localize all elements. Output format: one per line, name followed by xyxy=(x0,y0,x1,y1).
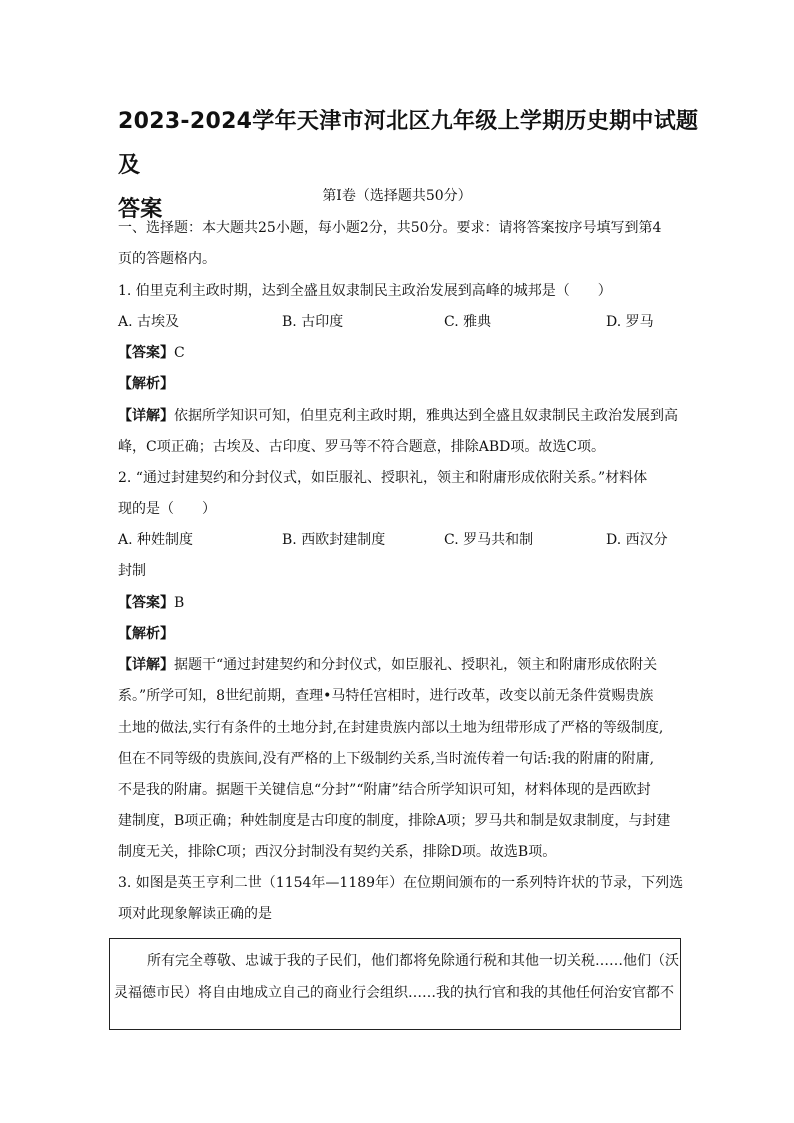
question-2-detail-line-7: 制度无关，排除C项；西汉分封制没有契约关系，排除D项。故选B项。 xyxy=(118,844,557,860)
instruction-line-2: 页的答题格内。 xyxy=(118,251,216,267)
question-2-detail-line-3: 土地的做法,实行有条件的土地分封,在封建贵族内部以土地为纽带形成了严格的等级制度, xyxy=(118,720,664,736)
question-1-option-a: A. 古埃及 xyxy=(118,314,180,330)
detail-label: 【详解】 xyxy=(118,657,174,673)
answer-label: 【答案】 xyxy=(118,595,174,611)
question-1-option-d: D. 罗马 xyxy=(606,314,654,330)
detail-label: 【详解】 xyxy=(118,408,174,424)
question-1-option-b: B. 古印度 xyxy=(282,314,344,330)
question-1-detail-line-1 xyxy=(118,406,678,426)
question-2-stem-line-2: 现的是（ ） xyxy=(118,501,216,517)
question-3-stem-line-2: 项对此现象解读正确的是 xyxy=(118,906,272,922)
question-1-option-c: C. 雅典 xyxy=(444,314,492,330)
question-3-stem-line-1: 3. 如图是英王亨利二世（1154年—1189年）在位期间颁布的一系列特许状的节录，下列选 xyxy=(118,875,684,891)
question-2-option-d: D. 西汉分 xyxy=(606,532,668,548)
question-1-analysis-label: 【解析】 xyxy=(118,376,174,392)
title-line-1: 2023-2024学年天津市河北区九年级上学期历史期中试题及 xyxy=(118,109,699,178)
question-2-option-d-continued: 封制 xyxy=(118,563,146,579)
detail-text: 依据所学知识可知，伯里克利主政时期，雅典达到全盛且奴隶制民主政治发展到高 xyxy=(174,408,678,424)
question-1-answer xyxy=(118,343,185,363)
detail-text: 据题干“通过封建契约和分封仪式，如臣服礼、授职礼，领主和附庸形成依附关 xyxy=(174,657,658,673)
answer-value: C xyxy=(174,345,185,361)
quoted-line-1: 所有完全尊敬、忠诚于我的子民们，他们都将免除通行税和其他一切关税……他们（沃 xyxy=(147,953,679,969)
question-2-stem-line-1: 2. “通过封建契约和分封仪式，如臣服礼、授职礼，领主和附庸形成依附关系。”材料体 xyxy=(118,470,648,486)
answer-label: 【答案】 xyxy=(118,345,174,361)
quoted-line-2: 灵福德市民）将自由地成立自己的商业行会组织……我的执行官和我的其他任何治安官都不 xyxy=(114,985,674,1001)
question-2-option-b: B. 西欧封建制度 xyxy=(282,532,386,548)
question-2-detail-line-4: 但在不同等级的贵族间,没有严格的上下级制约关系,当时流传着一句话:我的附庸的附庸, xyxy=(118,751,655,767)
title-line-2: 答案 xyxy=(118,197,163,222)
quoted-material-box xyxy=(109,938,681,1030)
question-2-answer xyxy=(118,593,184,613)
instruction-line-1: 一、选择题：本大题共25小题，每小题2分，共50分。要求：请将答案按序号填写到第4 xyxy=(118,220,662,236)
question-2-detail-line-2: 系。”所学可知，8世纪前期，查理•马特任宫相时，进行改革，改变以前无条件赏赐贵族 xyxy=(118,688,654,704)
question-1-stem: 1. 伯里克利主政时期，达到全盛且奴隶制民主政治发展到高峰的城邦是（ ） xyxy=(118,283,612,299)
answer-value: B xyxy=(174,595,185,611)
question-2-detail-line-6: 建制度，B项正确；种姓制度是古印度的制度，排除A项；罗马共和制是奴隶制度，与封建 xyxy=(118,813,671,829)
question-2-analysis-label: 【解析】 xyxy=(118,626,174,642)
question-1-detail-line-2: 峰，C项正确；古埃及、古印度、罗马等不符合题意，排除ABD项。故选C项。 xyxy=(118,439,606,455)
document-title xyxy=(118,100,718,232)
question-2-detail-line-1 xyxy=(118,655,657,675)
section-header: 第Ⅰ卷（选择题共50分） xyxy=(322,188,472,204)
question-2-option-a: A. 种姓制度 xyxy=(118,532,194,548)
question-2-detail-line-5: 不是我的附庸。据题干关键信息“分封”“附庸”结合所学知识可知，材料体现的是西欧封 xyxy=(118,782,651,798)
question-2-option-c: C. 罗马共和制 xyxy=(444,532,534,548)
